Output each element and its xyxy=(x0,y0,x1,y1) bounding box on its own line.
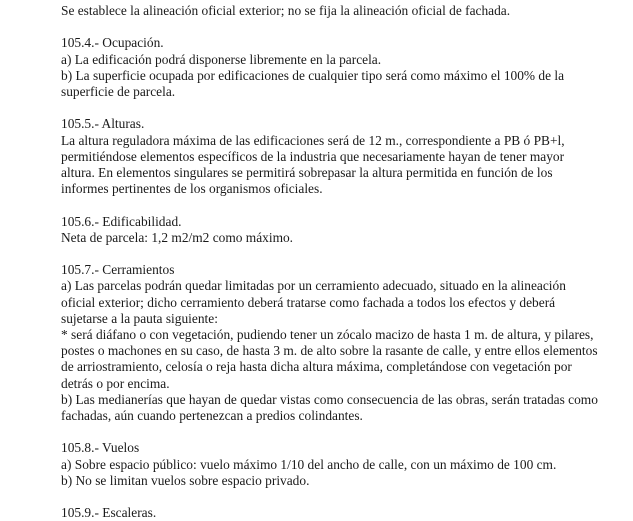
section-line: sujetarse a la pauta siguiente: xyxy=(61,310,218,326)
section-line: La altura reguladora máxima de las edificaciones será de 12 m., correspondiente a PB ó PB+l, xyxy=(61,132,565,148)
section-line: de arriostramiento, celosía o reja hasta dicha altura máxima, completándose con vegetación por xyxy=(61,359,572,375)
section-heading-ocupacion: 105.4.- Ocupación. xyxy=(61,35,164,51)
paragraph-gap xyxy=(61,19,621,35)
section-line: informes pertinentes de los organismos oficiales. xyxy=(61,181,323,197)
section-heading-alturas: 105.5.- Alturas. xyxy=(61,116,145,132)
section-line: b) La superficie ocupada por edificaciones de cualquier tipo será como máximo el 100% de la xyxy=(61,67,565,83)
section-line: altura. En elementos singulares se permitirá sobrepasar la altura permitida en función de los xyxy=(61,165,553,180)
section-heading-cerramientos: 105.7.- Cerramientos xyxy=(61,262,175,278)
paragraph-gap xyxy=(61,424,621,440)
section-line: detrás o por encima. xyxy=(61,375,170,391)
section-heading-escaleras: 105.9.- Escaleras. xyxy=(61,505,157,521)
paragraph-gap xyxy=(61,100,621,116)
document-page xyxy=(61,3,621,521)
section-line: a) Sobre espacio público: vuelo máximo 1/10 del ancho de calle, con un máximo de 100 cm. xyxy=(61,456,557,472)
section-line: permitiéndose elementos específicos de la industria que necesariamente hayan de tener mayor xyxy=(61,148,565,164)
paragraph-gap xyxy=(61,197,621,213)
section-line: superficie de parcela. xyxy=(61,84,176,99)
section-line: b) No se limitan vuelos sobre espacio privado. xyxy=(61,472,310,488)
section-heading-vuelos: 105.8.- Vuelos xyxy=(61,440,140,456)
intro-text: Se establece la alineación oficial exterior; no se fija la alineación oficial de fachada. xyxy=(61,3,511,18)
section-line: fachadas, aún cuando pertenezcan a predios colindantes. xyxy=(61,408,363,424)
section-heading-edificabilidad: 105.6.- Edificabilidad. xyxy=(61,213,182,229)
paragraph-gap xyxy=(61,489,621,505)
section-line: a) Las parcelas podrán quedar limitadas por un cerramiento adecuado, situado en la alineación xyxy=(61,278,566,294)
section-line: oficial exterior; dicho cerramiento deberá tratarse como fachada a todos los efectos y deberá xyxy=(61,294,556,310)
section-line: b) Las medianerías que hayan de quedar vistas como consecuencia de las obras, serán tratadas como xyxy=(61,391,598,407)
section-line: * será diáfano o con vegetación, pudiendo tener un zócalo macizo de hasta 1 m. de altura, y pilares, xyxy=(61,327,594,342)
section-line: Neta de parcela: 1,2 m2/m2 como máximo. xyxy=(61,229,294,245)
section-line: postes o machones en su caso, de hasta 3 m. de alto sobre la rasante de calle, y entre ellos elementos xyxy=(61,343,598,359)
section-line: a) La edificación podrá disponerse libremente en la parcela. xyxy=(61,51,382,67)
paragraph-gap xyxy=(61,246,621,262)
